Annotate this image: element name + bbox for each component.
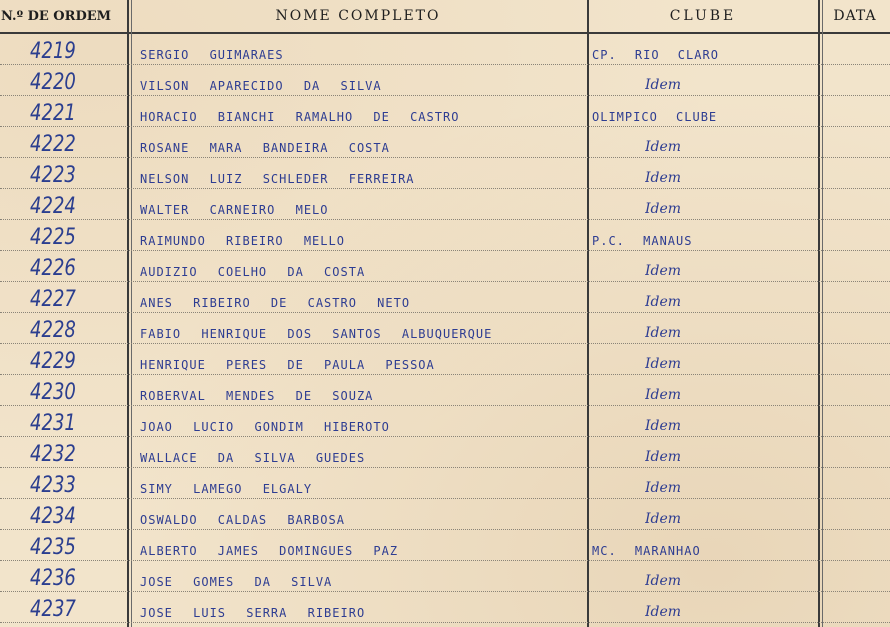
table-row — [0, 189, 890, 220]
header-clube: CLUBE — [669, 8, 737, 24]
table-row — [0, 592, 890, 623]
table-row — [0, 34, 890, 65]
cell-nome-completo: JOSE LUIS SERRA RIBEIRO — [140, 606, 366, 620]
cell-nome-completo: NELSON LUIZ SCHLEDER FERREIRA — [140, 172, 415, 186]
cell-ordem: 4232 — [30, 442, 76, 467]
cell-clube: Idem — [645, 201, 682, 217]
cell-clube: Idem — [645, 604, 682, 620]
cell-ordem: 4226 — [30, 256, 76, 281]
table-row — [0, 158, 890, 189]
cell-clube: MC. MARANHAO — [592, 544, 701, 558]
table-row — [0, 468, 890, 499]
cell-nome-completo: RAIMUNDO RIBEIRO MELLO — [140, 234, 345, 248]
cell-clube: Idem — [645, 77, 682, 93]
cell-ordem: 4225 — [30, 225, 76, 250]
cell-ordem: 4237 — [30, 597, 76, 622]
header-nome-completo: NOME COMPLETO — [275, 8, 441, 24]
cell-nome-completo: FABIO HENRIQUE DOS SANTOS ALBUQUERQUE — [140, 327, 493, 341]
table-row — [0, 499, 890, 530]
cell-ordem: 4234 — [30, 504, 76, 529]
cell-nome-completo: AUDIZIO COELHO DA COSTA — [140, 265, 366, 279]
cell-clube: Idem — [645, 480, 682, 496]
cell-clube: Idem — [645, 170, 682, 186]
table-row — [0, 437, 890, 468]
cell-ordem: 4221 — [30, 101, 76, 126]
cell-nome-completo: SERGIO GUIMARAES — [140, 48, 284, 62]
cell-ordem: 4223 — [30, 163, 76, 188]
cell-nome-completo: JOSE GOMES DA SILVA — [140, 575, 333, 589]
cell-ordem: 4228 — [30, 318, 76, 343]
cell-nome-completo: WALLACE DA SILVA GUEDES — [140, 451, 366, 465]
cell-nome-completo: HORACIO BIANCHI RAMALHO DE CASTRO — [140, 110, 460, 124]
cell-nome-completo: ROBERVAL MENDES DE SOUZA — [140, 389, 374, 403]
cell-nome-completo: VILSON APARECIDO DA SILVA — [140, 79, 382, 93]
header-data: DATA — [833, 8, 877, 24]
cell-nome-completo: ANES RIBEIRO DE CASTRO NETO — [140, 296, 411, 310]
cell-ordem: 4220 — [30, 70, 76, 95]
cell-ordem: 4230 — [30, 380, 76, 405]
table-row — [0, 530, 890, 561]
header-ordem: N.º DE ORDEM — [1, 8, 112, 24]
cell-nome-completo: OSWALDO CALDAS BARBOSA — [140, 513, 345, 527]
cell-clube: Idem — [645, 449, 682, 465]
cell-ordem: 4233 — [30, 473, 76, 498]
table-row — [0, 406, 890, 437]
cell-clube: CP. RIO CLARO — [592, 48, 719, 62]
table-row — [0, 313, 890, 344]
table-row — [0, 96, 890, 127]
cell-clube: Idem — [645, 511, 682, 527]
cell-clube: P.C. MANAUS — [592, 234, 693, 248]
cell-clube: Idem — [645, 573, 682, 589]
cell-clube: Idem — [645, 387, 682, 403]
cell-clube: Idem — [645, 139, 682, 155]
ledger-header — [0, 0, 890, 34]
cell-nome-completo: ROSANE MARA BANDEIRA COSTA — [140, 141, 390, 155]
cell-clube: Idem — [645, 356, 682, 372]
cell-ordem: 4227 — [30, 287, 76, 312]
cell-ordem: 4222 — [30, 132, 76, 157]
cell-nome-completo: WALTER CARNEIRO MELO — [140, 203, 329, 217]
cell-ordem: 4224 — [30, 194, 76, 219]
table-row — [0, 375, 890, 406]
cell-clube: OLIMPICO CLUBE — [592, 110, 718, 124]
table-row — [0, 127, 890, 158]
table-row — [0, 220, 890, 251]
cell-ordem: 4235 — [30, 535, 76, 560]
cell-clube: Idem — [645, 294, 682, 310]
cell-nome-completo: HENRIQUE PERES DE PAULA PESSOA — [140, 358, 435, 372]
table-row — [0, 344, 890, 375]
cell-ordem: 4231 — [30, 411, 76, 436]
table-row — [0, 65, 890, 96]
cell-ordem: 4229 — [30, 349, 76, 374]
table-row — [0, 282, 890, 313]
cell-clube: Idem — [645, 325, 682, 341]
row-rule — [0, 622, 890, 623]
table-row — [0, 251, 890, 282]
table-row — [0, 561, 890, 592]
cell-nome-completo: ALBERTO JAMES DOMINGUES PAZ — [140, 544, 399, 558]
cell-nome-completo: SIMY LAMEGO ELGALY — [140, 482, 313, 496]
cell-ordem: 4219 — [30, 39, 76, 64]
cell-clube: Idem — [645, 263, 682, 279]
cell-nome-completo: JOAO LUCIO GONDIM HIBEROTO — [140, 420, 390, 434]
cell-ordem: 4236 — [30, 566, 76, 591]
cell-clube: Idem — [645, 418, 682, 434]
